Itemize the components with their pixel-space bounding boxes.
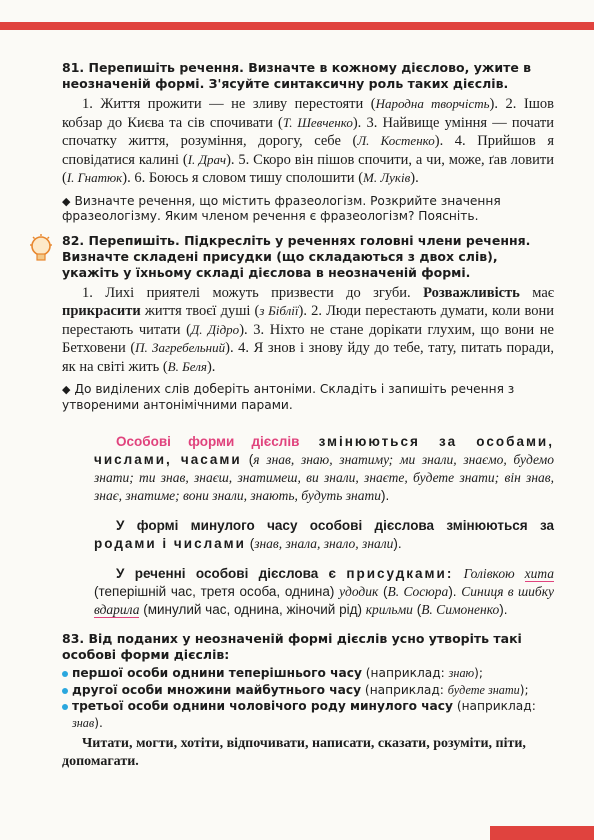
list-item: другої особи множини майбутнього часу (наприклад: будете знати); xyxy=(62,682,554,699)
list-item: першої особи однини теперішнього часу (наприклад: знаю); xyxy=(62,665,554,682)
exercise-81-task: 81. Перепишіть речення. Визначте в кожному дієслово, ужите в неозначеній формі. З'ясуйте синтаксичну роль таких дієслів. xyxy=(62,60,532,91)
diamond-icon: ◆ xyxy=(62,383,71,396)
bottom-red-tab xyxy=(490,826,594,840)
exercise-81-note: ◆ Визначте речення, що містить фразеологізм. Розкрийте значення фразеологізму. Яким членом речення є фразеологізм? Поясніть. xyxy=(62,193,501,223)
diamond-icon: ◆ xyxy=(62,194,71,208)
page-content xyxy=(62,60,554,771)
exercise-82-note: ◆ До виділених слів доберіть антоніми. Складіть і запишіть речення з утвореними антонімічними парами. xyxy=(62,382,515,412)
top-red-bar xyxy=(0,22,594,30)
underlined-verb: хита xyxy=(524,566,554,581)
rule-paragraph-2: У формі минулого часу особові дієслова змінюються за родами і числами (знав, знала, знало, знали). xyxy=(94,518,554,551)
underlined-verb: вдарила xyxy=(94,602,140,617)
exercise-83-task: 83. Від поданих у неозначеній формі дієслів усно утворіть такі особові форми дієслів: xyxy=(62,631,522,662)
lightbulb-icon xyxy=(28,233,54,267)
exercise-82 xyxy=(62,233,554,414)
exercise-83 xyxy=(62,631,554,771)
exercise-81-text: 1. Життя прожити — не зливу перестояти (Народна творчість). 2. Ішов кобзар до Києва та сів спочивати (Т. Шевченко). 3. Найвище уміння — почати спочатку життя, розуміння, дорогу, себе (Л. Костенко). 4. Прийшов я сповідатися калині (І. Драч). 5. Скоро він пішов спочити, а чи, може, ґав ловити (І. Гнатюк). 6. Боюсь я словом тишу сполошити (М. Луків). xyxy=(62,96,555,186)
grammar-rule xyxy=(94,433,554,619)
verb-list: Читати, могти, хотіти, відпочивати, написати, сказати, розуміти, піти, допомагати. xyxy=(62,736,526,769)
exercise-81 xyxy=(62,60,554,225)
list-item: третьої особи однини чоловічого роду минулого часу (наприклад: знав). xyxy=(62,698,554,731)
form-list xyxy=(62,665,554,731)
rule-paragraph-3: У реченні особові дієслова є присудками: Голівкою хита (теперішній час, третя особа, однина) удодик (В. Сосюра). Синиця в шибку вдарила (минулий час, однина, жіночий рід) крильми (В. Симоненко). xyxy=(94,566,555,617)
exercise-82-text: 1. Лихі приятелі можуть призвести до згуби. Розважливість має прикрасити життя твоєї душі (з Біблії). 2. Люди перестають думати, коли вони перестають читати (Д. Дідро). 3. Ніхто не стане дорікати глухим, що вони не Бетховени (П. Загребельний). 4. Я знов і знову йду до тебе, тату, питать поради, як на світі жить (В. Беля). xyxy=(62,284,555,375)
exercise-82-task: 82. Перепишіть. Підкресліть у реченнях головні члени речення. Визначте складені присудки (що складаються з двох слів), укажіть у їхньому складі дієслова в неозначеній формі. xyxy=(62,232,531,280)
rule-paragraph-1: Особові форми дієслів змінюються за особами, числами, часами (я знав, знаю, знатиму; ми знали, знаємо, будемо знати; ти знав, знаєш, знатимеш, ви знали, знаєте, будете знати; він знав, знає, знатиме; вони знали, знають, будуть знати). xyxy=(94,434,555,503)
